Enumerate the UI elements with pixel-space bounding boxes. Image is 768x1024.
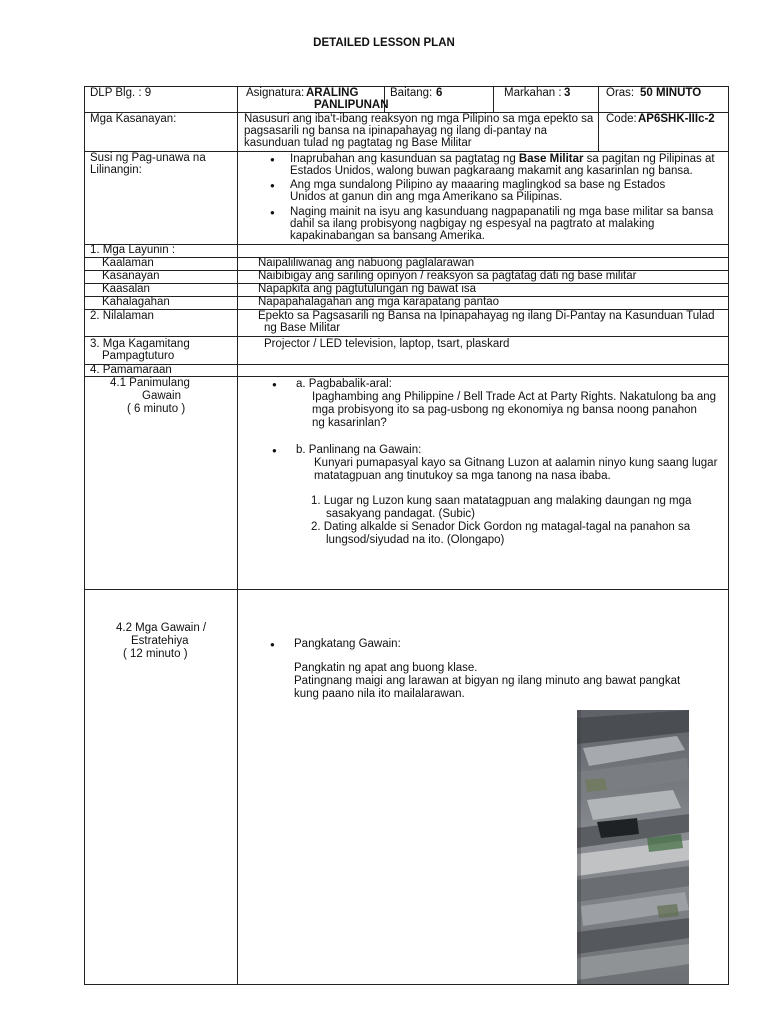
table-border-right: [728, 589, 729, 985]
key-point-3-cont: dahil sa ilang probisyong nagbigay ng espesyal na pagtrato at malaking: [290, 218, 655, 230]
objective-value-knowledge: Naipaliliwanag ang nabuong paglalarawan: [258, 257, 475, 269]
materials-label: Pampagtuturo: [102, 350, 175, 362]
group-activity-text: Pangkatin ng apat ang buong klase.: [294, 662, 478, 674]
table-border-left: [84, 86, 85, 590]
dlp-number: DLP Blg. : 9: [90, 87, 152, 99]
bullet-icon: ●: [270, 155, 275, 164]
materials-value: Projector / LED television, laptop, tsart, plaskard: [264, 338, 510, 350]
objective-value-skill: Naibibigay ang sariling opinyon / reaksyon sa pagtatag dati ng base militar: [258, 270, 637, 282]
key-point-2: Ang mga sundalong Pilipino ay maaaring maglingkod sa base ng Estados: [290, 179, 666, 191]
intro-label: 4.1 Panimulang: [110, 377, 190, 389]
bullet-icon: ●: [272, 380, 277, 389]
objective-label-knowledge: Kaalaman: [102, 257, 154, 269]
bullet-icon: ●: [270, 181, 275, 190]
grade-value: 6: [436, 87, 443, 99]
content-value: Epekto sa Pagsasarili ng Bansa na Ipinapahayag ng ilang Di-Pantay na Kasunduan Tulad: [258, 310, 715, 322]
subject-value-line1: ARALING: [306, 87, 359, 99]
subject-label: Asignatura:: [246, 87, 305, 99]
bullet-icon: ●: [270, 208, 275, 217]
row-divider: [84, 336, 729, 337]
row-divider: [84, 364, 729, 365]
skills-text-line: Nasusuri ang iba't-ibang reaksyon ng mga Pilipino sa mga epekto sa: [244, 113, 594, 125]
question-2: 2. Dating alkalde si Senador Dick Gordon ng matagal-tagal na panahon sa: [311, 521, 691, 533]
objective-label-attitude: Kaasalan: [102, 283, 150, 295]
key-point-2-cont: Unidos at ganun din ang mga Amerikano sa Pilipinas.: [290, 191, 563, 203]
skills-text-line: pagsasarili ng bansa na ipinapahayag ng ilang di-pantay na: [244, 125, 548, 137]
time-label: Oras:: [606, 87, 635, 99]
document-title: DETAILED LESSON PLAN: [313, 37, 455, 49]
group-activity-text: Patingnang maigi ang larawan at bigyan ng ilang minuto ang bawat pangkat: [294, 675, 681, 687]
skills-text-line: kasunduan tulad ng pagtatag ng Base Militar: [244, 137, 472, 149]
quarter-value: 3: [564, 87, 571, 99]
review-title: a. Pagbabalik-aral:: [296, 378, 392, 390]
group-activity-text: kung paano nila ito mailalarawan.: [294, 688, 465, 700]
development-text: matatagpuan ang tinutukoy sa mga tanong na nasa ibaba.: [314, 470, 611, 482]
col-divider: [598, 86, 599, 151]
bullet-icon: ●: [272, 446, 277, 455]
military-base-photo: [577, 710, 689, 984]
objective-label-value: Kahalagahan: [102, 296, 170, 308]
row-divider: [84, 244, 729, 245]
key-point-3: Naging mainit na isyu ang kasunduang nagpapanatili ng mga base militar sa bansa: [290, 206, 714, 218]
col-divider: [493, 86, 494, 112]
objective-value-attitude: Napapkita ang pagtutulungan ng bawat isa: [258, 283, 477, 295]
table-border-left: [84, 589, 85, 985]
review-text: ng kasarinlan?: [312, 417, 387, 429]
question-1: 1. Lugar ng Luzon kung saan matatagpuan ang malaking daungan ng mga: [311, 495, 692, 507]
subject-value-line2: PANLIPUNAN: [314, 99, 389, 111]
objective-label-skill: Kasanayan: [102, 270, 160, 282]
time-value: 50 MINUTO: [640, 87, 702, 99]
activity-duration: ( 12 minuto ): [123, 648, 188, 660]
quarter-label: Markahan :: [504, 87, 562, 99]
review-text: Ipaghambing ang Philippine / Bell Trade Act at Party Rights. Nakatulong ba ang: [312, 391, 717, 403]
code-label: Code:: [606, 113, 637, 125]
review-text: mga probisyong ito sa pag-usbong ng ekonomiya ng bansa noong panahon: [312, 404, 697, 416]
table-border-bottom: [84, 984, 729, 985]
question-1-cont: sasakyang pandagat. (Subic): [326, 508, 475, 520]
key-understanding-label: Susi ng Pag-unawa na: [90, 152, 206, 164]
row-divider: [84, 589, 729, 590]
table-border-right: [728, 86, 729, 590]
development-title: b. Panlinang na Gawain:: [296, 444, 422, 456]
activity-label: Estratehiya: [131, 635, 189, 647]
development-text: Kunyari pumapasyal kayo sa Gitnang Luzon at aalamin ninyo kung saang lugar: [314, 457, 718, 469]
bullet-icon: ●: [270, 640, 275, 649]
col-divider: [237, 589, 238, 985]
key-understanding-label: Lilinangin:: [90, 164, 142, 176]
key-point-1: Inaprubahan ang kasunduan sa pagtatag ng Base Militar sa pagitan ng Pilipinas at: [290, 153, 715, 165]
content-label: 2. Nilalaman: [90, 310, 154, 322]
skills-label: Mga Kasanayan:: [90, 113, 177, 125]
procedure-label: 4. Pamamaraan: [90, 364, 172, 376]
content-value-cont: ng Base Militar: [264, 322, 341, 334]
intro-duration: ( 6 minuto ): [127, 403, 186, 415]
key-point-1-cont: Estados Unidos, walong buwan pagkaraang makamit ang kasarinlan ng bansa.: [290, 165, 693, 177]
code-value: AP6SHK-IIIc-2: [638, 113, 715, 125]
group-activity-title: Pangkatang Gawain:: [294, 638, 401, 650]
objective-value-value: Napapahalagahan ang mga karapatang pantao: [258, 296, 500, 308]
activity-label: 4.2 Mga Gawain /: [116, 622, 207, 634]
grade-label: Baitang:: [390, 87, 433, 99]
materials-label: 3. Mga Kagamitang: [90, 338, 190, 350]
objectives-label: 1. Mga Layunin :: [90, 244, 176, 256]
intro-label: Gawain: [142, 390, 181, 402]
question-2-cont: lungsod/siyudad na ito. (Olongapo): [326, 534, 505, 546]
key-point-3-cont: kapakinabangan sa bansang Amerika.: [290, 230, 486, 242]
col-divider: [237, 86, 238, 590]
